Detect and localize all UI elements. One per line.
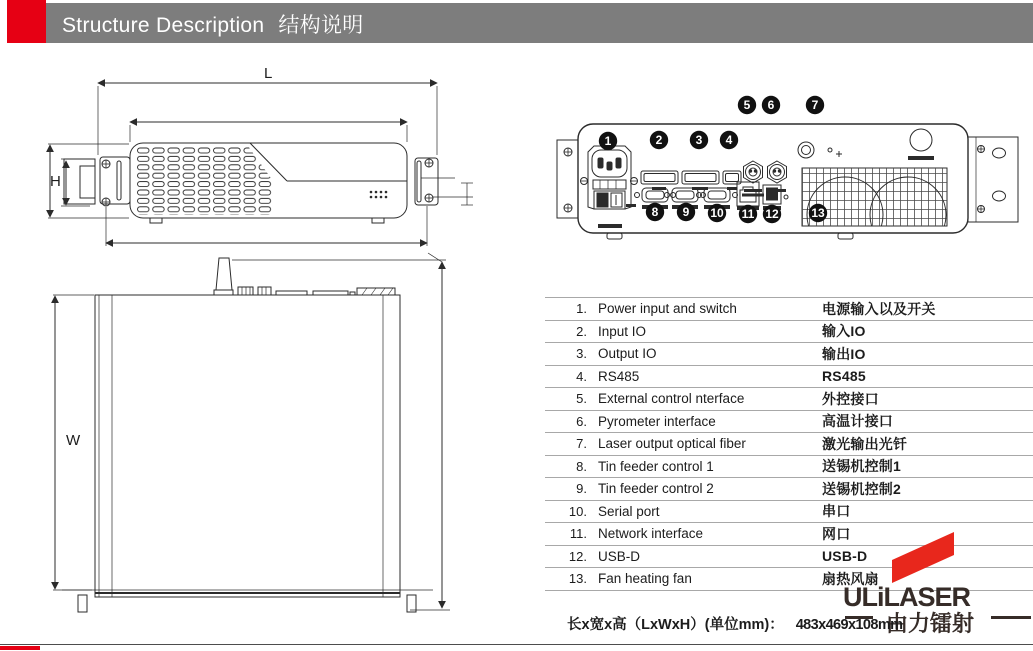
right-mounting-ear [968,137,1018,222]
header-red-accent [7,0,46,43]
dimensions-label: 长x宽x高（LxWxH）(单位mm)： [567,617,784,633]
footer-red-accent [0,646,40,650]
page-title-zh: 结构说明 [278,14,364,37]
dim-label-h: H [50,173,61,190]
structure-table [545,297,1033,591]
row-label-en: Power input and switch [598,301,737,317]
row-number: 4. [576,368,587,384]
row-label-zh: 电源输入以及开关 [822,300,936,317]
svg-text:11: 11 [741,207,755,222]
row-label-en: RS485 [598,368,640,384]
row-label-zh: 送锡机控制2 [822,480,901,497]
table-row [545,388,1033,411]
svg-text:2: 2 [655,133,663,148]
table-row [545,321,1033,344]
row-number: 10. [568,503,587,519]
row-number: 1. [576,301,587,317]
logo-wordmark-zh: 由力镭射 [886,611,975,636]
row-label-zh: 输出IO [822,345,866,362]
table-row [545,411,1033,434]
topview-connectors [238,287,395,295]
power-label-bar [598,224,622,228]
front-right-screws [425,159,433,202]
row-number: 7. [576,436,587,452]
row-label-zh: 外控接口 [822,390,879,407]
dim-label-l: L [264,65,273,82]
table-row [545,456,1033,479]
svg-text:6: 6 [767,98,775,113]
logo-wordmark: ULiLASER [843,582,970,612]
svg-text:1: 1 [604,134,612,149]
row-number: 9. [576,481,587,497]
svg-text:8: 8 [651,205,659,220]
svg-text:12: 12 [765,207,779,222]
row-number: 3. [576,346,587,362]
rear-panel-diagram [550,92,1033,250]
row-label-zh: 网口 [822,525,851,542]
svg-text:10: 10 [710,206,724,221]
svg-text:13: 13 [811,206,825,221]
table-row [545,523,1033,546]
table-row [545,546,1033,569]
row-label-en: Tin feeder control 1 [598,458,714,474]
table-row [545,343,1033,366]
row-number: 6. [576,413,587,429]
svg-text:7: 7 [811,98,819,113]
table-row [545,478,1033,501]
row-label-en: Output IO [598,346,657,362]
dimension-drawings [30,55,530,635]
fiber-connector-topview [216,258,232,290]
row-label-en: Fan heating fan [598,571,692,587]
table-row [545,433,1033,456]
front-left-screws [102,160,110,206]
laser-label-bar [908,156,934,160]
row-number: 8. [576,458,587,474]
row-number: 2. [576,323,587,339]
row-label-zh: RS485 [822,368,866,385]
row-label-zh: 高温计接口 [822,413,893,430]
row-label-zh: 扇热风扇 [822,570,879,587]
page-title-en: Structure Description [62,14,265,37]
row-label-en: Laser output optical fiber [598,436,746,452]
row-number: 11. [569,526,587,542]
logo-dash-right [991,616,1031,619]
svg-text:5: 5 [743,98,751,113]
table-row [545,501,1033,524]
row-label-zh: 激光输出光钎 [822,435,908,452]
row-label-en: Pyrometer interface [598,413,716,429]
svg-text:9: 9 [682,205,690,220]
overall-dimensions-note [567,613,902,634]
row-label-en: Serial port [598,503,660,519]
row-label-en: Tin feeder control 2 [598,481,714,497]
page-title [62,9,364,39]
front-indicator-dots [370,191,388,199]
row-label-en: Network interface [598,526,704,542]
row-number: 5. [576,391,587,407]
row-number: 12. [568,548,587,564]
row-label-en: USB-D [598,548,641,564]
table-row [545,366,1033,389]
row-label-zh: 串口 [822,503,851,520]
row-label-zh: 输入IO [822,323,866,340]
row-label-en: Input IO [598,323,647,339]
row-label-zh: 送锡机控制1 [822,458,901,475]
dimensions-value: 483x469x108mm [795,617,903,633]
table-row [545,298,1033,321]
row-number: 13. [568,571,587,587]
footer-rule [0,644,1033,645]
svg-text:4: 4 [725,133,733,148]
row-label-zh: USB-D [822,548,868,565]
row-label-en: External control nterface [598,391,745,407]
dim-label-w: W [66,432,81,449]
svg-text:3: 3 [695,133,703,148]
